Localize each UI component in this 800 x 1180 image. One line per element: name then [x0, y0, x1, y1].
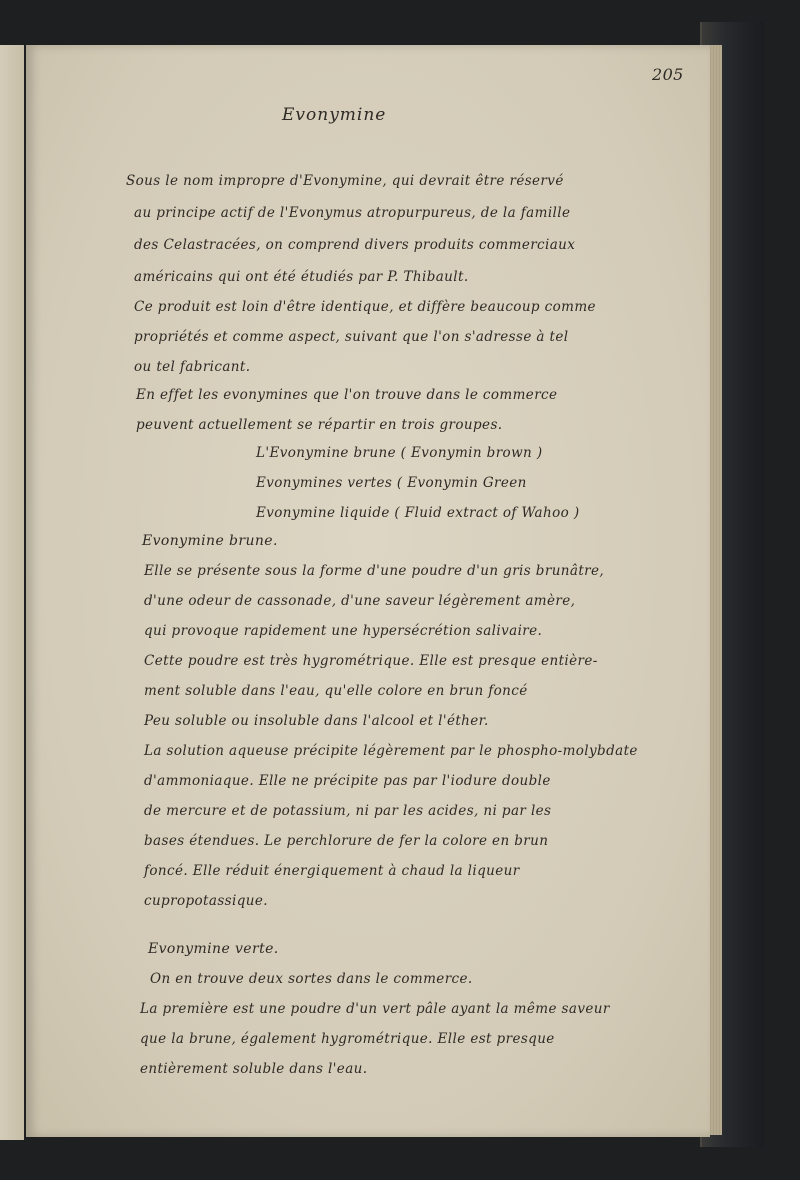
text-line: Peu soluble ou insoluble dans l'alcool et l'éther.	[144, 713, 489, 729]
text-line: La première est une poudre d'un vert pâle ayant la même saveur	[140, 1001, 610, 1017]
section-heading: Evonymine verte.	[148, 941, 279, 957]
text-line: On en trouve deux sortes dans le commerce.	[150, 971, 473, 987]
text-line: propriétés et comme aspect, suivant que l'on s'adresse à tel	[134, 329, 569, 345]
list-item: L'Evonymine brune ( Evonymin brown )	[256, 445, 543, 461]
text-line: entièrement soluble dans l'eau.	[140, 1061, 368, 1077]
text-line: d'une odeur de cassonade, d'une saveur légèrement amère,	[144, 593, 576, 609]
text-line: au principe actif de l'Evonymus atropurpureus, de la famille	[134, 205, 571, 221]
list-item: Evonymines vertes ( Evonymin Green	[256, 475, 527, 491]
text-line: cupropotassique.	[144, 893, 268, 909]
text-line: Ce produit est loin d'être identique, et diffère beaucoup comme	[134, 299, 596, 315]
text-line: Elle se présente sous la forme d'une poudre d'un gris brunâtre,	[144, 563, 605, 579]
text-line: que la brune, également hygrométrique. Elle est presque	[140, 1031, 555, 1047]
text-line: En effet les evonymines que l'on trouve dans le commerce	[136, 387, 558, 403]
text-line: Sous le nom impropre d'Evonymine, qui devrait être réservé	[126, 173, 564, 189]
page-number: 205	[652, 65, 684, 84]
section-heading: Evonymine brune.	[142, 533, 278, 549]
left-page-edge	[0, 45, 24, 1140]
text-line: qui provoque rapidement une hypersécrétion salivaire.	[144, 623, 543, 639]
text-line: de mercure et de potassium, ni par les acides, ni par les	[144, 803, 552, 819]
text-line: ou tel fabricant.	[134, 359, 251, 375]
page-title: Evonymine	[282, 105, 387, 125]
text-line: peuvent actuellement se répartir en trois groupes.	[136, 417, 503, 433]
text-line: Cette poudre est très hygrométrique. Elle est presque entière-	[144, 653, 598, 669]
text-line: ment soluble dans l'eau, qu'elle colore en brun foncé	[144, 683, 528, 699]
manuscript-page	[26, 45, 710, 1137]
text-line: américains qui ont été étudiés par P. Thibault.	[134, 269, 469, 285]
list-item: Evonymine liquide ( Fluid extract of Wahoo )	[256, 505, 580, 521]
text-line: bases étendues. Le perchlorure de fer la colore en brun	[144, 833, 549, 849]
text-line: d'ammoniaque. Elle ne précipite pas par l'iodure double	[144, 773, 551, 789]
text-line: La solution aqueuse précipite légèrement par le phospho-molybdate	[144, 743, 638, 759]
text-line: foncé. Elle réduit énergiquement à chaud la liqueur	[144, 863, 520, 879]
text-line: des Celastracées, on comprend divers produits commerciaux	[134, 237, 576, 253]
